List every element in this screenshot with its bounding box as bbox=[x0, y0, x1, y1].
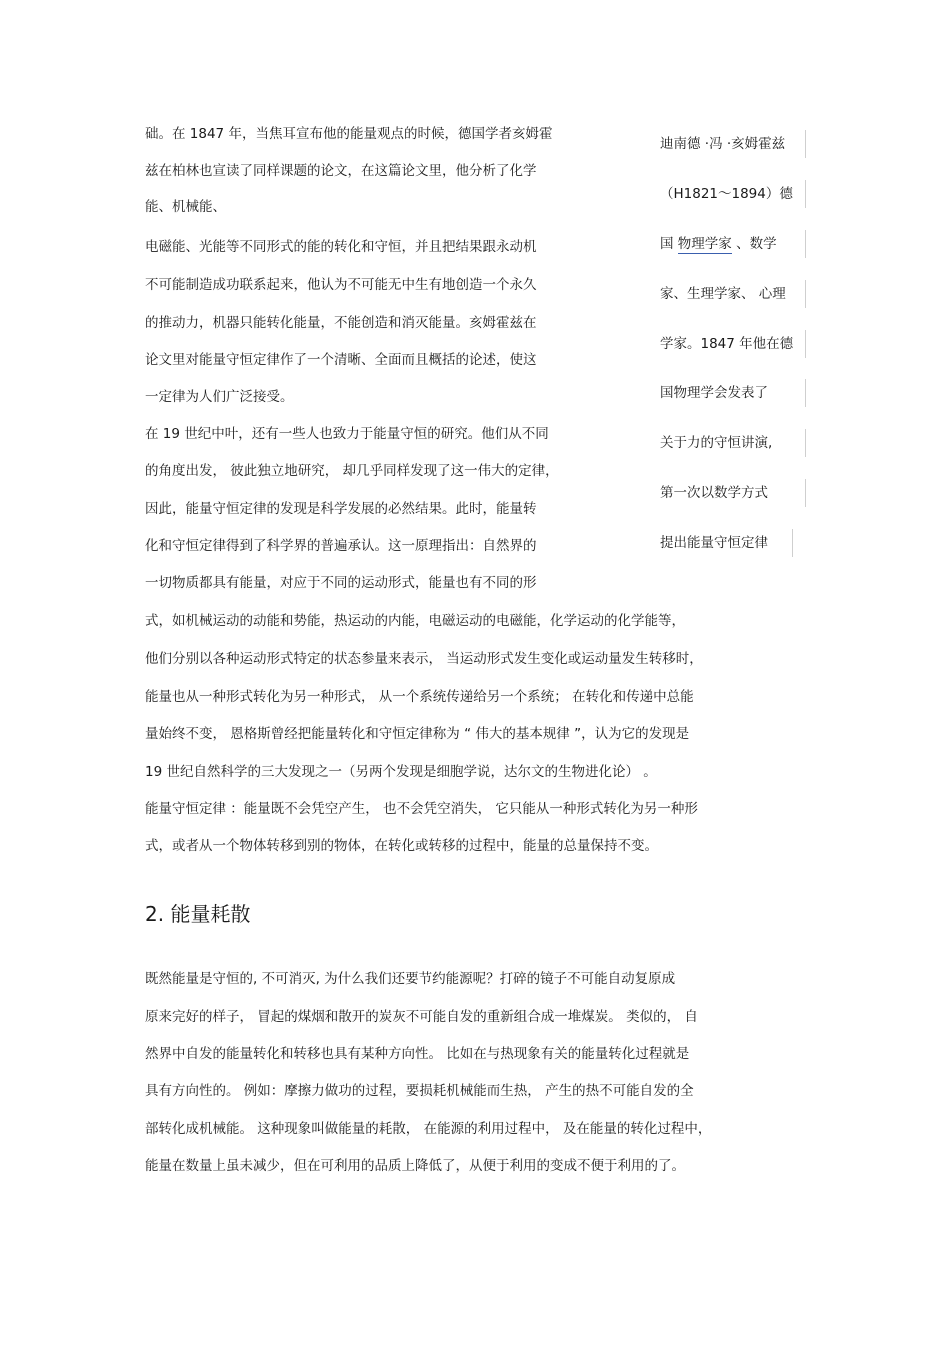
sidebar-line: 关于力的守恒讲演, bbox=[660, 435, 773, 451]
paragraph-line: 不可能制造成功联系起来，他认为不可能无中生有地创造一个永久 bbox=[145, 277, 537, 293]
paragraph-line: 19 世纪自然科学的三大发现之一（另两个发现是细胞学说，达尔文的生物进化论） 。 bbox=[145, 764, 657, 780]
paragraph-line: 能量守恒定律 ：能量既不会凭空产生， 也不会凭空消失， 它只能从一种形式转化为另一种形 bbox=[145, 801, 698, 817]
paragraph-line: 兹在柏林也宣读了同样课题的论文，在这篇论文里，他分析了化学 bbox=[145, 163, 537, 179]
paragraph-line: 部转化成机械能。 这种现象叫做能量的耗散， 在能源的利用过程中， 及在能量的转化过程中， bbox=[145, 1121, 712, 1137]
paragraph-line: 的角度出发， 彼此独立地研究， 却几乎同样发现了这一伟大的定律， bbox=[145, 463, 559, 479]
paragraph-line: 能量在数量上虽未减少，但在可利用的品质上降低了，从便于利用的变成不便于利用的了。 bbox=[145, 1158, 685, 1174]
paragraph-line: 量始终不变， 恩格斯曾经把能量转化和守恒定律称为 “ 伟大的基本规律 ”，认为它的发现是 bbox=[145, 726, 690, 742]
paragraph-line: 原来完好的样子， 冒起的煤烟和散开的炭灰不可能自发的重新组合成一堆煤炭。 类似的， 自 bbox=[145, 1009, 698, 1025]
sidebar-line bbox=[660, 234, 777, 254]
paragraph-line: 具有方向性的。 例如：摩擦力做功的过程，要损耗机械能而生热， 产生的热不可能自发的全 bbox=[145, 1083, 694, 1099]
sidebar-rule bbox=[805, 379, 806, 407]
paragraph-line: 他们分别以各种运动形式特定的状态参量来表示， 当运动形式发生变化或运动量发生转移时， bbox=[145, 651, 703, 667]
paragraph-line: 式，或者从一个物体转移到别的物体，在转化或转移的过程中，能量的总量保持不变。 bbox=[145, 838, 658, 854]
paragraph-line: 一定律为人们广泛接受。 bbox=[145, 389, 294, 405]
sidebar-line: 提出能量守恒定律 bbox=[660, 535, 768, 551]
sidebar-rule bbox=[805, 230, 806, 258]
paragraph-line: 能、机械能、 bbox=[145, 199, 226, 215]
paragraph-line: 础。在 1847 年，当焦耳宣布他的能量观点的时候，德国学者亥姆霍 bbox=[145, 126, 553, 142]
sidebar-rule bbox=[805, 429, 806, 457]
paragraph-line: 的推动力，机器只能转化能量，不能创造和消灭能量。亥姆霍兹在 bbox=[145, 315, 537, 331]
sidebar-rule bbox=[805, 280, 806, 308]
section-heading: 2. 能量耗散 bbox=[145, 902, 251, 926]
sidebar-text: 国 bbox=[660, 236, 678, 252]
sidebar-line: 家、生理学家、 心理 bbox=[660, 286, 786, 302]
sidebar-line: 国物理学会发表了 bbox=[660, 385, 768, 401]
sidebar-rule bbox=[805, 180, 806, 208]
sidebar-rule bbox=[805, 330, 806, 358]
paragraph-line: 能量也从一种形式转化为另一种形式， 从一个系统传递给另一个系统； 在转化和传递中总能 bbox=[145, 689, 694, 705]
sidebar-rule bbox=[805, 130, 806, 158]
paragraph-line: 化和守恒定律得到了科学界的普遍承认。这一原理指出：自然界的 bbox=[145, 538, 537, 554]
sidebar-rule bbox=[805, 479, 806, 507]
paragraph-line: 电磁能、光能等不同形式的能的转化和守恒，并且把结果跟永动机 bbox=[145, 239, 537, 255]
paragraph-line: 既然能量是守恒的, 不可消灭, 为什么我们还要节约能源呢？打碎的镜子不可能自动复原成 bbox=[145, 971, 676, 987]
paragraph-line: 式，如机械运动的动能和势能，热运动的内能，电磁运动的电磁能，化学运动的化学能等， bbox=[145, 613, 685, 629]
sidebar-line: 迪南德 ·冯 ·亥姆霍兹 bbox=[660, 136, 786, 152]
physicist-link[interactable]: 物理学家 bbox=[677, 236, 732, 252]
sidebar-line: 学家。1847 年他在德 bbox=[660, 336, 794, 352]
paragraph-line: 一切物质都具有能量，对应于不同的运动形式，能量也有不同的形 bbox=[145, 575, 537, 591]
paragraph-line: 论文里对能量守恒定律作了一个清晰、全面而且概括的论述，使这 bbox=[145, 352, 537, 368]
sidebar-text: 、数学 bbox=[731, 236, 777, 252]
paragraph-line: 在 19 世纪中叶，还有一些人也致力于能量守恒的研究。他们从不同 bbox=[145, 426, 549, 442]
sidebar-line: 第一次以数学方式 bbox=[660, 485, 768, 501]
paragraph-line: 因此，能量守恒定律的发现是科学发展的必然结果。此时，能量转 bbox=[145, 501, 537, 517]
paragraph-line: 然界中自发的能量转化和转移也具有某种方向性。 比如在与热现象有关的能量转化过程就是 bbox=[145, 1046, 690, 1062]
sidebar-rule bbox=[792, 529, 793, 557]
sidebar-line: （H1821～1894）德 bbox=[660, 186, 793, 202]
